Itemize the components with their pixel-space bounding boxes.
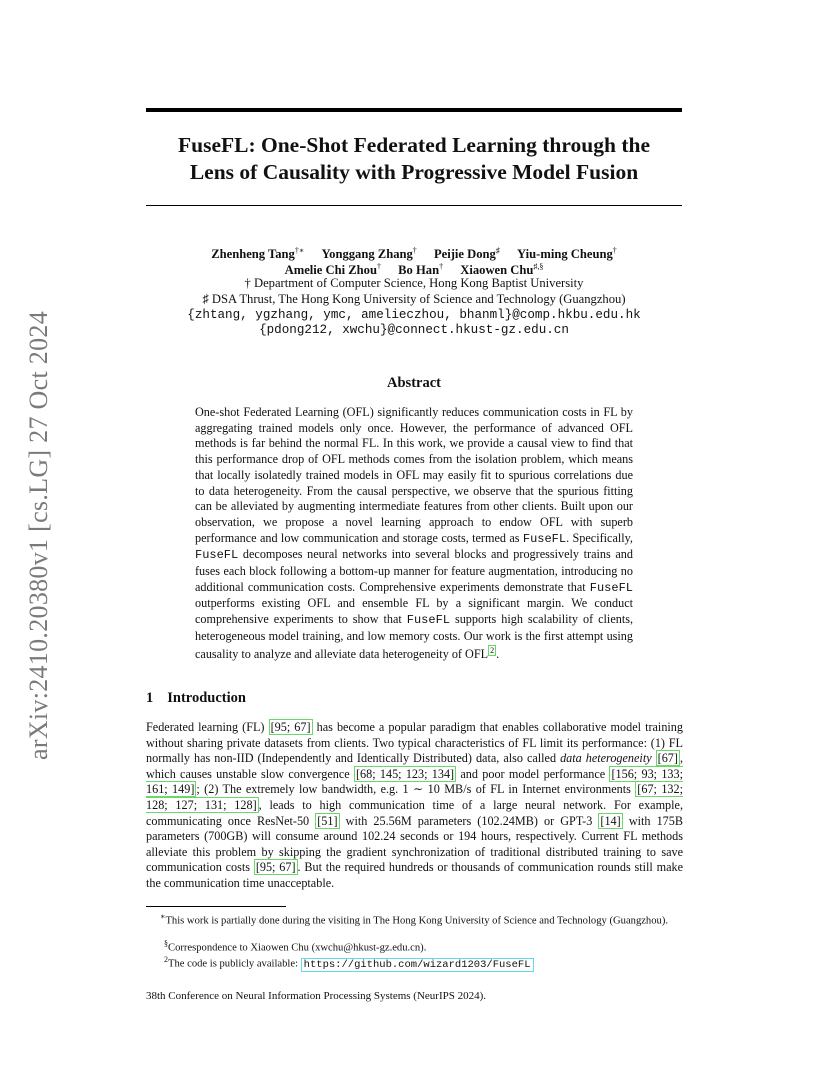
abstract-text: . Specifically, [566,530,633,545]
footnote-1 [146,910,683,928]
abstract-body [195,405,633,662]
author-name: Xiaowen Chu [460,263,534,278]
author-name: Bo Han [398,263,440,278]
author-name: Zhenheng Tang [211,247,295,262]
citation-link[interactable]: [14] [600,813,621,828]
footnote-mark: ∗ [160,912,166,921]
author-mark: †∗ [294,246,305,255]
footnote-rule [146,906,286,907]
author-name: Peijie Dong [433,247,496,262]
abstract-text: supports high scalability of clients, heterogeneous model training, and low memory costs. Our work is the first attempt using causality to analyze and alleviate data heterogeneity of OFL [195,612,633,661]
top-rule [146,108,682,112]
section-title: Introduction [167,690,246,706]
code-link[interactable]: https://github.com/wizard1203/FuseFL [301,958,534,972]
title-line-2: Lens of Causality with Progressive Model Fusion [189,160,639,184]
author-mark: † [439,262,444,271]
email-line-2: {pdong212, xwchu}@connect.hkust-gz.edu.cn [259,323,569,337]
abstract-text: One-shot Federated Learning (OFL) significantly reduces communication costs in FL by aggregating trained models only once. However, the performance of advanced OFL methods is far behind the normal FL. In this work, we provide a causal view to find that this performance drop of OFL methods comes from the isolation problem, which means that locally isolatedly trained models in OFL may easily fit to spurious correlations due to data heterogeneity. From the causal perspective, we observe that the spurious fitting can be alleviated by augmenting intermediate features from other clients. Built upon our observation, we propose a novel learning approach to endow OFL with superb performance and low communication and storage costs, termed as [195,405,633,545]
footnote-link[interactable]: 2 [490,645,495,655]
author-name: Yonggang Zhang [321,247,413,262]
venue-footer: 38th Conference on Neural Information Processing Systems (NeurIPS 2024). [146,990,487,1002]
footnote-mark: 2 [164,955,168,964]
author-mark: ♯,§ [533,262,544,271]
abstract-code: FuseFL [406,613,450,628]
intro-text: and poor model performance [456,766,610,781]
affiliation-1: † Department of Computer Science, Hong Kong Baptist University [244,276,584,290]
citation-link[interactable]: [67; 132; 128; 127; 131; 128] [146,782,683,812]
citation-link[interactable]: [67] [657,751,678,766]
footnote-mark: § [164,939,168,948]
paper-title [146,132,682,186]
abstract-code: FuseFL [195,548,239,563]
author-name: Yiu-ming Cheung [517,247,613,262]
intro-paragraph [146,720,683,892]
affiliation-2: ♯ DSA Thrust, The Hong Kong University of Science and Technology (Guangzhou) [202,292,626,306]
author-name: Amelie Chi Zhou [284,263,377,278]
footnote-text: Correspondence to Xiaowen Chu (xwchu@hkust-gz.edu.cn). [168,942,427,954]
title-bottom-rule [146,205,682,206]
abstract-code: FuseFL [589,580,633,595]
intro-text: Federated learning (FL) [146,720,269,734]
citation-link[interactable]: [51] [317,813,338,828]
citation-link[interactable]: [95; 67] [270,720,311,734]
section-heading [146,690,260,707]
author-mark: † [612,246,617,255]
author-mark: † [412,246,417,255]
email-line-1: {zhtang, ygzhang, ymc, amelieczhou, bhanml}@comp.hkbu.edu.hk [187,308,641,322]
intro-text: ; (2) The extremely low bandwidth, e.g. 1 ∼ 10 MB/s of FL in Internet environments [196,782,636,797]
abstract-heading: Abstract [387,375,441,391]
intro-text: . But the required hundreds or thousands of communication rounds still make the communication time unacceptable. [146,860,683,890]
arxiv-stamp: arXiv:2410.20380v1 [cs.LG] 27 Oct 2024 [24,311,53,760]
intro-text: with 25.56M parameters (102.24MB) or GPT-3 [339,813,599,828]
intro-text: with 175B parameters (700GB) will consume around 102.24 seconds or 194 hours, respectively. Current FL methods alleviate this problem by skipping the gradient synchronization of traditional distributed training to save communication costs [146,813,683,875]
intro-text: has become a popular paradigm that enables collaborative model training without sharing private datasets from clients. Two typical characteristics of FL limit its performance: (1) FL normally has non-IID (Independently and Identically Distributed) data, also called [146,720,683,766]
abstract-text: outperforms existing OFL and ensemble FL by a significant margin. We conduct comprehensive experiments to show that [195,596,633,627]
citation-link[interactable]: [156; 93; 133; 161; 149] [146,766,683,797]
abstract-code: FuseFL [522,531,567,546]
author-mark: † [376,262,381,271]
intro-text: , leads to high communication time of a large neural network. For example, communicating once ResNet-50 [146,797,683,828]
section-number: 1 [146,690,154,706]
footnote-text: The code is publicly available: [168,958,301,970]
citation-link[interactable]: [95; 67] [255,860,296,875]
author-mark: ♯ [495,246,500,255]
abstract-text: decomposes neural networks into several blocks and progressively trains and fuses each block following a bottom-up manner for feature augmentation, introducing no additional communication costs. Comprehensive experiments demonstrate that [195,547,633,594]
title-line-1: FuseFL: One-Shot Federated Learning through the [177,133,650,157]
intro-text: , which causes unstable slow convergence [146,751,683,781]
footnote-3 [146,953,683,972]
footnote-text: This work is partially done during the visiting in The Hong Kong University of Science and Technology (Guangzhou). [165,915,669,927]
citation-link[interactable]: [68; 145; 123; 134] [355,766,455,781]
abstract-text: . [496,646,500,661]
intro-emphasis: data heterogeneity [560,751,652,766]
